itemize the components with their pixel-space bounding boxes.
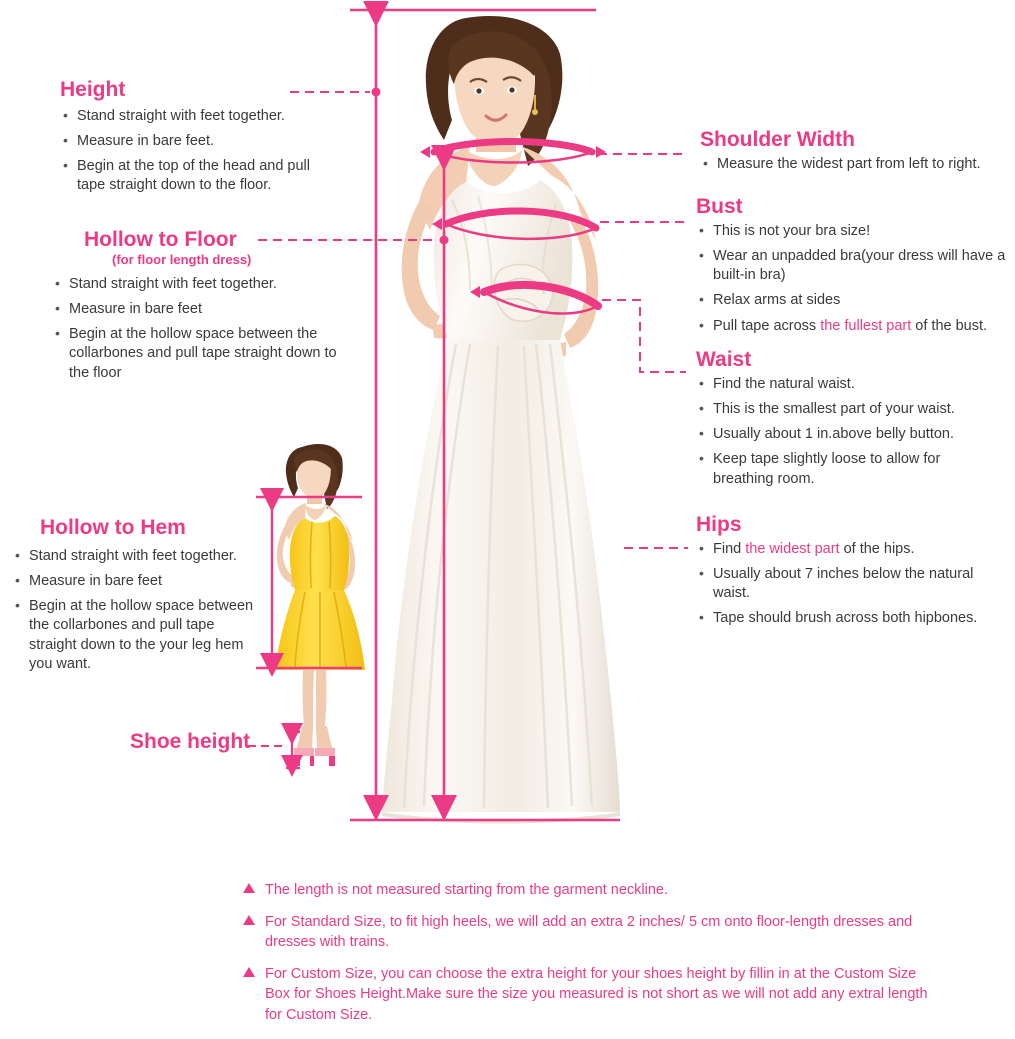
list-item: • Wear an unpadded bra(your dress will have a built-in bra) <box>696 247 1014 285</box>
list-item: • Usually about 7 inches below the natural waist. <box>696 565 1006 603</box>
hips-find-pre: Find <box>713 541 746 558</box>
list-item: • Measure the widest part from left to right. <box>700 155 1010 174</box>
list-item: • Relax arms at sides <box>696 291 1014 310</box>
bust-pull-pre: Pull tape across <box>713 317 821 334</box>
list-item: • Tape should brush across both hipbones. <box>696 609 1006 628</box>
hips-find-post: of the hips. <box>839 541 915 558</box>
height-title: Height <box>60 78 126 101</box>
height-bullets <box>60 107 340 196</box>
list-item: • Usually about 1 in.above belly button. <box>696 425 996 444</box>
note-text: For Standard Size, to fit high heels, we will add an extra 2 inches/ 5 cm onto floor-length dresses and dresses with trains. <box>265 913 913 951</box>
hips-bullets <box>696 540 1006 629</box>
model-yellow-dress <box>275 444 365 766</box>
list-item: • Measure in bare feet <box>52 300 342 319</box>
section-hollow-to-hem <box>12 516 257 680</box>
list-item: • This is not your bra size! <box>696 222 1014 241</box>
hips-title: Hips <box>696 513 742 536</box>
section-shoe-height <box>130 730 250 753</box>
hollow-to-floor-subtitle: (for floor length dress) <box>112 252 252 268</box>
notes-section <box>243 880 943 1036</box>
list-item: • Stand straight with feet together. <box>60 107 340 126</box>
list-item: • Find the natural waist. <box>696 375 996 394</box>
note-text: For Custom Size, you can choose the extra height for your shoes height by fillin in at the Custom Size Box for Shoes Height.Make sure the size you measured is not short as we will not add any extral length for Custom Size. <box>265 965 928 1023</box>
list-item: • Stand straight with feet together. <box>52 275 342 294</box>
note-item <box>243 880 943 901</box>
bust-pull-post: of the bust. <box>911 317 988 334</box>
warning-triangle-icon <box>243 915 255 925</box>
list-item: • Begin at the hollow space between the collarbones and pull tape straight down to the your leg hem you want. <box>12 597 257 674</box>
shoe-height-title: Shoe height <box>130 730 251 753</box>
note-item <box>243 964 943 1026</box>
bust-bullets <box>696 222 1014 336</box>
hollow-to-floor-bullets <box>52 275 342 383</box>
list-item: • Keep tape slightly loose to allow for breathing room. <box>696 450 996 488</box>
note-text: The length is not measured starting from the garment neckline. <box>265 882 668 898</box>
list-item-highlight <box>696 317 1014 336</box>
bust-pull-emphasis: the fullest part <box>820 317 912 334</box>
list-item: • Measure in bare feet <box>12 572 257 591</box>
bust-title: Bust <box>696 195 743 218</box>
warning-triangle-icon <box>243 967 255 977</box>
list-item: • Begin at the hollow space between the collarbones and pull tape straight down to the floor <box>52 325 342 382</box>
section-bust <box>696 195 1014 342</box>
note-item <box>243 912 943 953</box>
section-height <box>60 78 340 202</box>
shoulder-width-bullets <box>700 155 1010 174</box>
section-hips <box>696 513 1006 635</box>
waist-bullets <box>696 375 996 489</box>
hollow-to-hem-bullets <box>12 547 257 674</box>
section-hollow-to-floor <box>52 228 342 389</box>
shoulder-width-title: Shoulder Width <box>700 128 855 151</box>
model-white-dress <box>382 16 620 824</box>
hips-find-emphasis: the widest part <box>745 541 840 558</box>
list-item: • Stand straight with feet together. <box>12 547 257 566</box>
warning-triangle-icon <box>243 883 255 893</box>
list-item: • Measure in bare feet. <box>60 132 340 151</box>
waist-title: Waist <box>696 348 752 371</box>
list-item-highlight <box>696 540 1006 559</box>
list-item: • This is the smallest part of your waist. <box>696 400 996 419</box>
section-waist <box>696 348 996 495</box>
hollow-to-hem-title: Hollow to Hem <box>40 516 186 539</box>
hollow-to-floor-title: Hollow to Floor <box>84 228 237 251</box>
section-shoulder-width <box>700 128 1010 180</box>
list-item: • Begin at the top of the head and pull tape straight down to the floor. <box>60 157 340 195</box>
